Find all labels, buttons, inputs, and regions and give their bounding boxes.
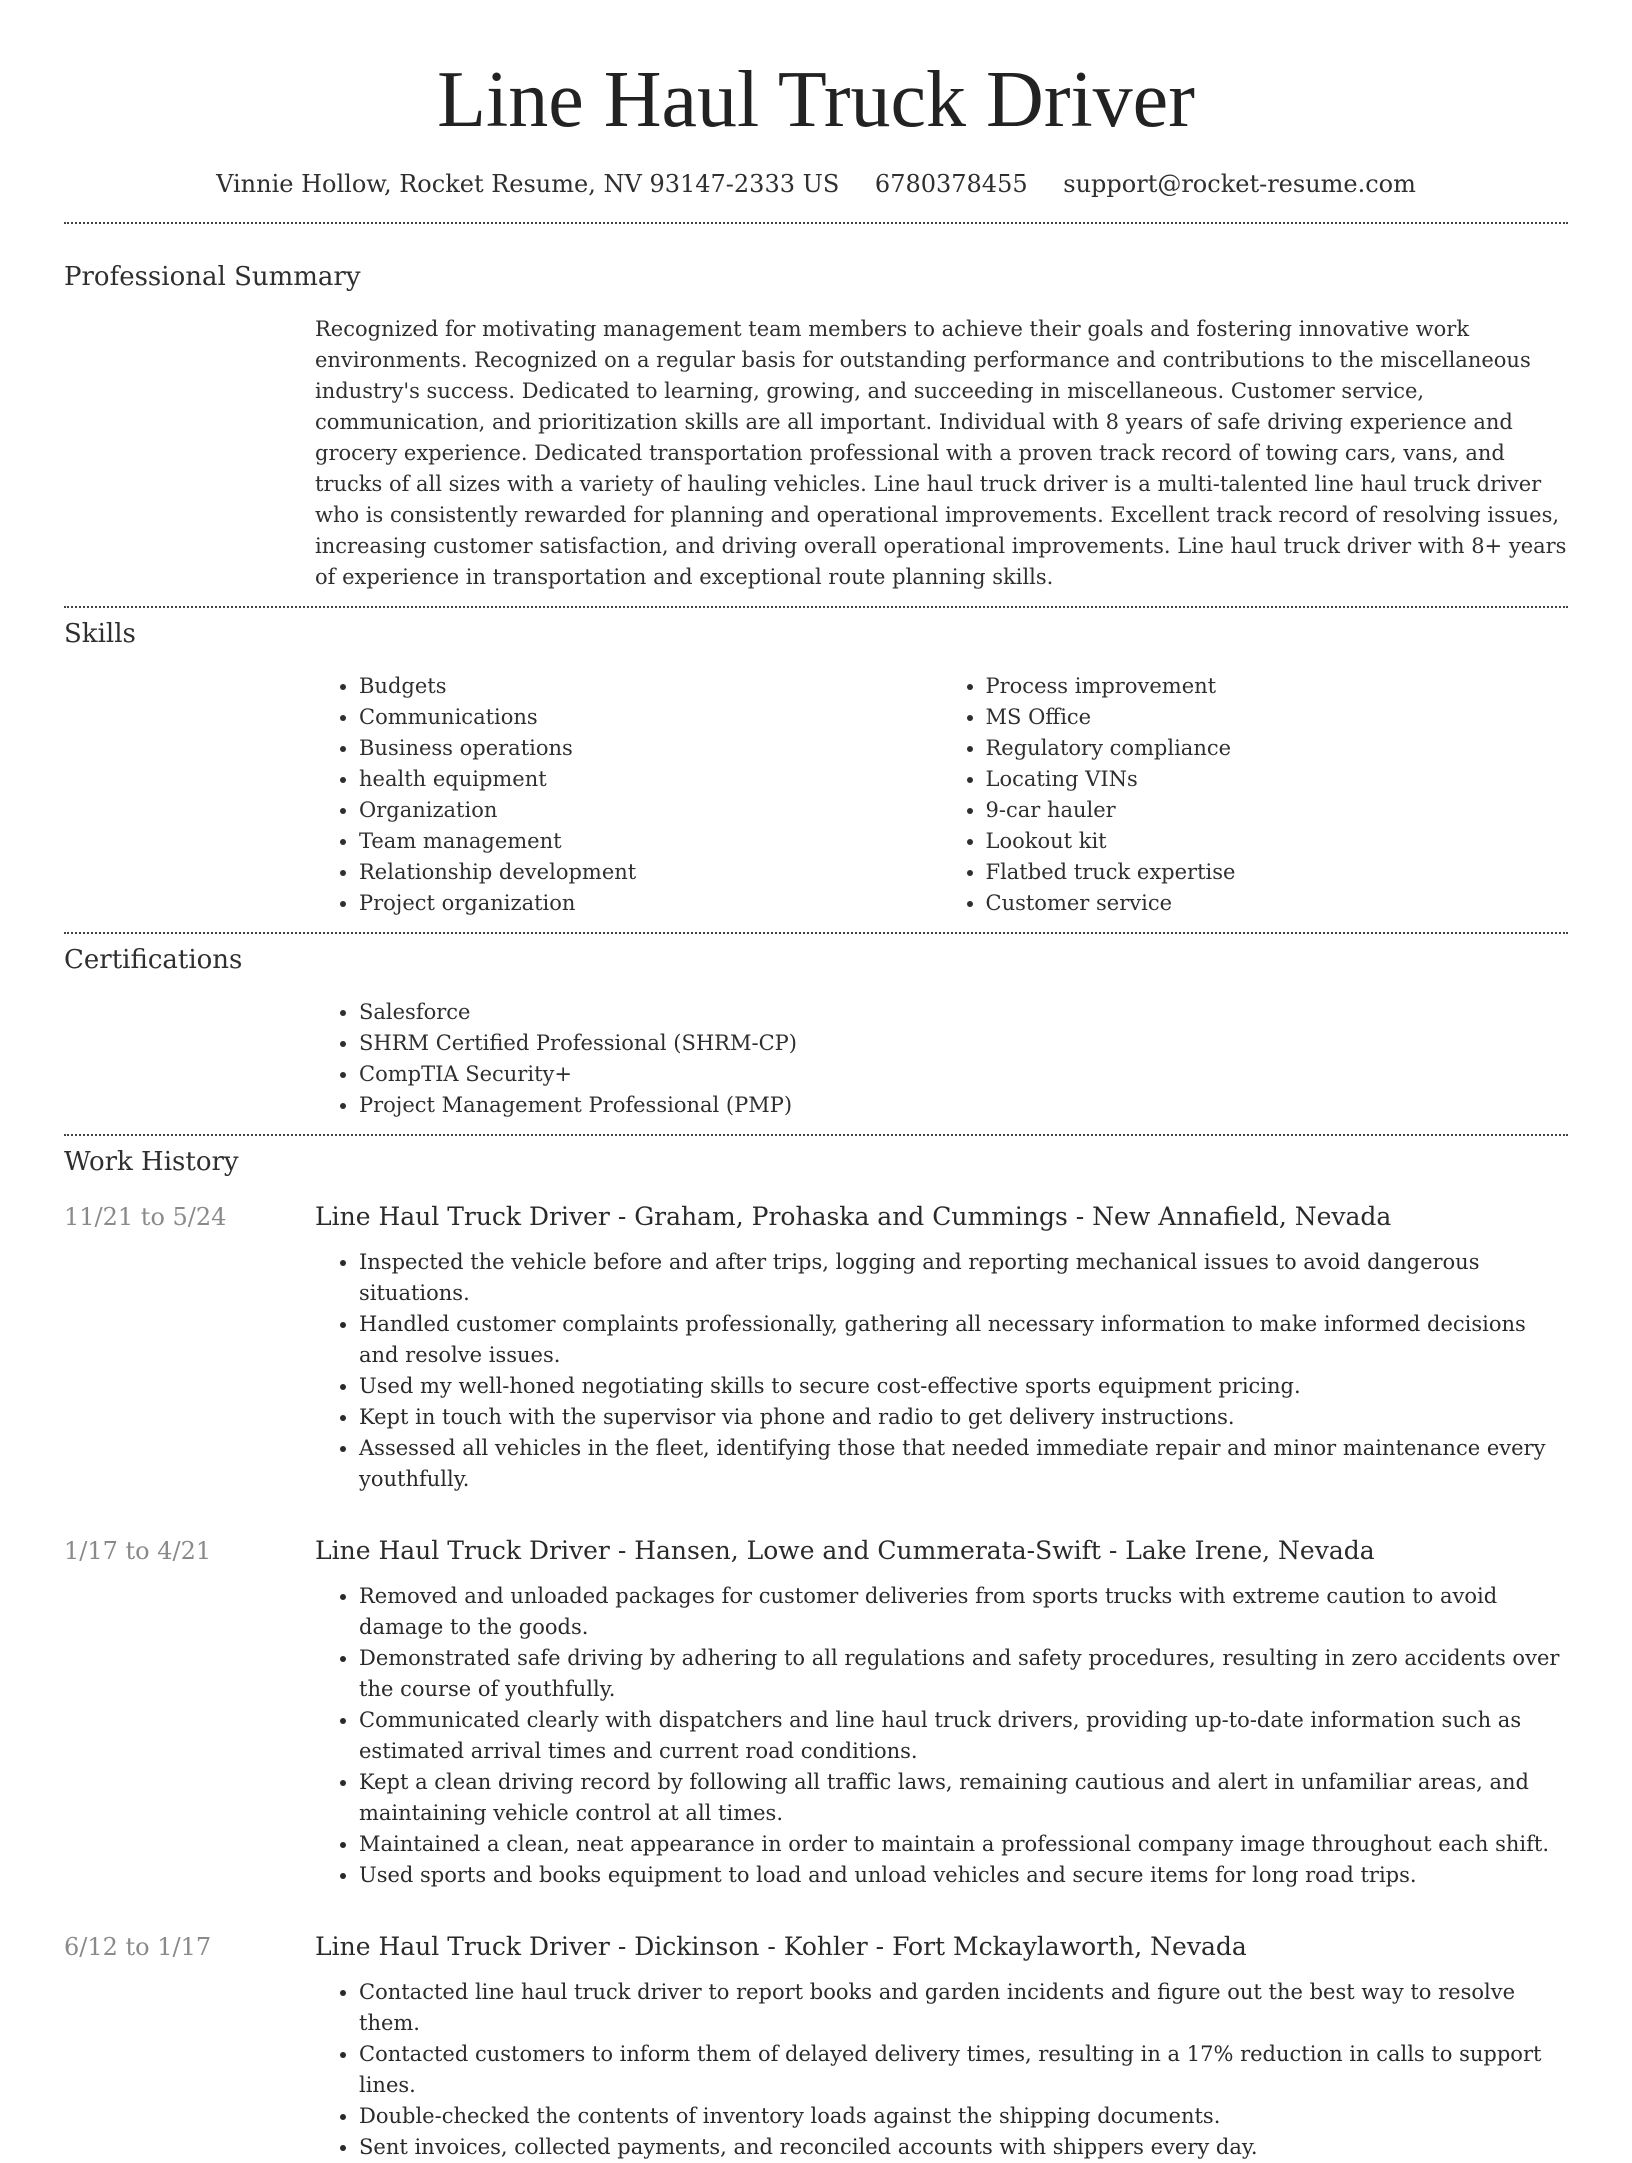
skills-columns [315,671,1568,919]
job-entry [64,1535,1568,1891]
resume-title: Line Haul Truck Driver [437,56,1195,144]
job-bullet: • Removed and unloaded packages for customer deliveries from sports trucks with extreme caution to avoid damage to the goods. [359,1581,1568,1643]
skill-item: • Relationship development [359,857,942,888]
skill-item: • Project organization [359,888,942,919]
skill-item: • MS Office [986,702,1569,733]
job-bullet: • Sent invoices, collected payments, and reconciled accounts with shippers every day. [359,2132,1568,2163]
job-bullet: • Maintained a clean, neat appearance in order to maintain a professional company image throughout each shift. [359,1829,1568,1860]
skill-item: • Regulatory compliance [986,733,1569,764]
skill-item: • Flatbed truck expertise [986,857,1569,888]
certification-item: • CompTIA Security+ [359,1059,1568,1090]
job-bullet: • Kept a clean driving record by following all traffic laws, remaining cautious and alert in unfamiliar areas, and maintaining vehicle control at all times. [359,1767,1568,1829]
job-dates: 1/17 to 4/21 [64,1537,212,1565]
skill-item: • 9-car hauler [986,795,1569,826]
job-heading: Line Haul Truck Driver - Graham, Prohaska and Cummings - New Annafield, Nevada [315,1202,1392,1231]
job-bullet: • Contacted customers to inform them of delayed delivery times, resulting in a 17% reduction in calls to support lines. [359,2039,1568,2101]
skill-item: • Budgets [359,671,942,702]
summary-text: Recognized for motivating management team members to achieve their goals and fostering innovative work environments. Recognized on a regular basis for outstanding performance and contributions to the miscellaneous industry's success. Dedicated to learning, growing, and succeeding in miscellaneous. Customer service, communication, and prioritization skills are all important. Individual with 8 years of safe driving experience and grocery experience. Dedicated transportation professional with a proven track record of towing cars, vans, and trucks of all sizes with a variety of hauling vehicles. Line haul truck driver is a multi-talented line haul truck driver who is consistently rewarded for planning and operational improvements. Excellent track record of resolving issues, increasing customer satisfaction, and driving overall operational improvements. Line haul truck driver with 8+ years of experience in transportation and exceptional route planning skills. [315,317,1567,589]
job-body [315,1931,1568,2163]
certification-item: • Project Management Professional (PMP) [359,1090,1568,1121]
contact-address: Vinnie Hollow, Rocket Resume, NV 93147-2333 US [216,170,840,198]
certification-item: • SHRM Certified Professional (SHRM-CP) [359,1028,1568,1059]
job-dates: 6/12 to 1/17 [64,1933,212,1961]
contact-email: support@rocket-resume.com [1063,170,1416,198]
job-bullet: • Used my well-honed negotiating skills to secure cost-effective sports equipment pricing. [359,1371,1568,1402]
skill-item: • Team management [359,826,942,857]
skill-item: • Lookout kit [986,826,1569,857]
section-title-certifications: Certifications [64,945,243,975]
resume-page [64,0,1568,2163]
work-history-section [64,1145,1568,2163]
divider [64,932,1568,934]
job-bullet: • Handled customer complaints professionally, gathering all necessary information to make informed decisions and resolve issues. [359,1309,1568,1371]
contact-line [64,168,1568,200]
job-entry [64,1201,1568,1495]
job-dates: 11/21 to 5/24 [64,1203,227,1231]
contact-phone: 6780378455 [874,170,1028,198]
job-heading: Line Haul Truck Driver - Dickinson - Kohler - Fort Mckaylaworth, Nevada [315,1932,1247,1961]
divider [64,606,1568,608]
skill-item: • Business operations [359,733,942,764]
section-title-skills: Skills [64,619,136,649]
skill-item: • Locating VINs [986,764,1569,795]
skill-item: • Organization [359,795,942,826]
job-body [315,1201,1568,1495]
certification-item: • Salesforce [359,997,1568,1028]
skill-item: • Communications [359,702,942,733]
job-bullets [315,1247,1568,1495]
job-bullet: • Inspected the vehicle before and after trips, logging and reporting mechanical issues to avoid dangerous situations. [359,1247,1568,1309]
job-bullet: • Demonstrated safe driving by adhering to all regulations and safety procedures, resulting in zero accidents over the course of youthfully. [359,1643,1568,1705]
job-heading: Line Haul Truck Driver - Hansen, Lowe and Cummerata-Swift - Lake Irene, Nevada [315,1536,1375,1565]
summary-section [64,260,1568,593]
certifications-section [64,943,1568,1121]
job-bullet: • Assessed all vehicles in the fleet, identifying those that needed immediate repair and minor maintenance every youthfully. [359,1433,1568,1495]
job-bullet: • Used sports and books equipment to load and unload vehicles and secure items for long road trips. [359,1860,1568,1891]
summary-content [315,314,1568,593]
certifications-content [315,997,1568,1121]
section-title-summary: Professional Summary [64,262,361,292]
job-bullet: • Communicated clearly with dispatchers and line haul truck drivers, providing up-to-date information such as estimated arrival times and current road conditions. [359,1705,1568,1767]
job-entry [64,1931,1568,2163]
skill-item: • Process improvement [986,671,1569,702]
job-bullets [315,1977,1568,2163]
job-bullet: • Double-checked the contents of inventory loads against the shipping documents. [359,2101,1568,2132]
skills-list-left [315,671,942,919]
job-bullets [315,1581,1568,1891]
certifications-list [315,997,1568,1121]
section-title-work-history: Work History [64,1147,239,1177]
divider [64,222,1568,224]
job-body [315,1535,1568,1891]
job-bullet: • Kept in touch with the supervisor via phone and radio to get delivery instructions. [359,1402,1568,1433]
skill-item: • Customer service [986,888,1569,919]
divider [64,1134,1568,1136]
skill-item: • health equipment [359,764,942,795]
job-bullet: • Contacted line haul truck driver to report books and garden incidents and figure out the best way to resolve them. [359,1977,1568,2039]
skills-list-right [942,671,1569,919]
skills-section [64,617,1568,919]
